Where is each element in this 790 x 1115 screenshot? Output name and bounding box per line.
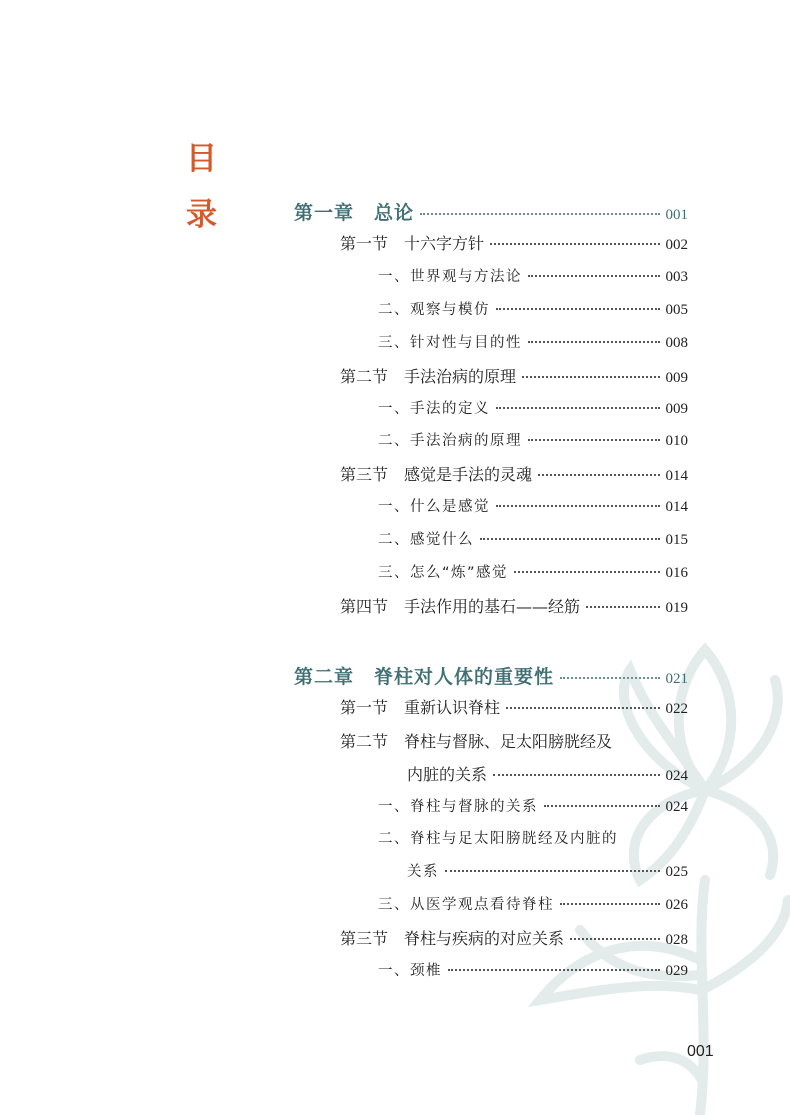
- toc-subsection[interactable]: [378, 528, 688, 549]
- dot-leader: [586, 606, 659, 608]
- toc-section[interactable]: [340, 231, 688, 254]
- toc-page-number: 019: [665, 600, 688, 616]
- toc-page-number: 028: [665, 932, 688, 948]
- toc-entry-label: 二、手法治病的原理: [378, 433, 522, 449]
- toc-page-number: 024: [665, 799, 688, 815]
- toc-section[interactable]: [340, 926, 688, 949]
- toc-page-number: 003: [665, 269, 688, 285]
- toc-subsection[interactable]: [378, 495, 688, 516]
- toc-entry-label: 关系: [407, 864, 439, 880]
- dot-leader: [496, 505, 660, 507]
- toc-page-number: 021: [665, 671, 688, 687]
- toc-section[interactable]: [340, 462, 688, 485]
- toc-subsection[interactable]: [378, 561, 688, 582]
- dot-leader: [514, 571, 659, 573]
- toc-page-number: 024: [665, 768, 688, 784]
- toc-subsection[interactable]: [378, 331, 688, 352]
- toc-entry-label: 二、感觉什么: [378, 532, 474, 548]
- toc-section[interactable]: [340, 695, 688, 718]
- toc-page-number: 008: [665, 335, 688, 351]
- toc-page-number: 001: [665, 207, 688, 223]
- dot-leader: [448, 969, 660, 971]
- toc-entry-label: 二、观察与模仿: [378, 302, 490, 318]
- toc-title-char-2: 录: [186, 197, 217, 233]
- toc-entry-label: 一、脊柱与督脉的关系: [378, 799, 538, 815]
- dot-leader: [528, 341, 660, 343]
- dot-leader: [528, 439, 660, 441]
- toc-page-number: 022: [665, 701, 688, 717]
- toc-entry-label: 第一章 总论: [294, 202, 415, 224]
- toc-entry-label: 第二章 脊柱对人体的重要性: [294, 666, 555, 688]
- dot-leader: [496, 308, 660, 310]
- dot-leader: [420, 213, 659, 215]
- toc-page-number: 026: [665, 897, 688, 913]
- toc-subsection[interactable]: [378, 827, 688, 848]
- toc-page-number: 029: [665, 963, 688, 979]
- toc-subsection[interactable]: [378, 298, 688, 319]
- dot-leader: [544, 805, 660, 807]
- toc-page-number: 015: [665, 532, 688, 548]
- dot-leader: [496, 407, 660, 409]
- toc-subsection[interactable]: [378, 959, 688, 980]
- toc-subsection[interactable]: [378, 893, 688, 914]
- dot-leader: [480, 538, 660, 540]
- toc-entry-label: 第二节 脊柱与督脉、足太阳膀胱经及: [340, 732, 613, 751]
- toc-page-number: 014: [665, 499, 688, 515]
- toc-entry-label: 三、针对性与目的性: [378, 335, 522, 351]
- dot-leader: [560, 677, 659, 679]
- toc-section[interactable]: [340, 594, 688, 617]
- toc-entry-label: 第三节 脊柱与疾病的对应关系: [340, 929, 565, 948]
- page-number: 001: [687, 1043, 714, 1060]
- toc-entry-label: 第一节 十六字方针: [340, 234, 485, 253]
- toc-section-continued[interactable]: [407, 762, 688, 785]
- toc-chapter[interactable]: [294, 662, 688, 689]
- toc-section[interactable]: [340, 364, 688, 387]
- toc-entry-label: 第四节 手法作用的基石——经筋: [340, 597, 581, 616]
- dot-leader: [506, 707, 659, 709]
- toc-page-number: 009: [665, 370, 688, 386]
- dot-leader: [490, 243, 659, 245]
- toc-entry-label: 第三节 感觉是手法的灵魂: [340, 465, 533, 484]
- toc-page-number: 014: [665, 468, 688, 484]
- toc-subsection[interactable]: [378, 429, 688, 450]
- toc-entry-label: 一、世界观与方法论: [378, 269, 522, 285]
- toc-page-number: 002: [665, 237, 688, 253]
- dot-leader: [522, 376, 659, 378]
- dot-leader: [570, 938, 659, 940]
- dot-leader: [493, 774, 659, 776]
- toc-chapter[interactable]: [294, 198, 688, 225]
- toc-page-number: 025: [665, 864, 688, 880]
- toc-subsection[interactable]: [378, 795, 688, 816]
- toc-entry-label: 一、颈椎: [378, 963, 442, 979]
- toc-entry-label: 三、怎么“炼”感觉: [378, 565, 509, 581]
- toc-page-number: 010: [665, 433, 688, 449]
- toc-page-number: 005: [665, 302, 688, 318]
- toc-page-number: 009: [665, 401, 688, 417]
- toc-entry-label: 一、什么是感觉: [378, 499, 490, 515]
- dot-leader: [560, 903, 660, 905]
- toc-title-char-1: 目: [186, 141, 217, 177]
- toc-entry-label: 三、从医学观点看待脊柱: [378, 897, 554, 913]
- toc-entry-label: 内脏的关系: [407, 765, 488, 784]
- toc-subsection[interactable]: [378, 397, 688, 418]
- toc-entry-label: 一、手法的定义: [378, 401, 490, 417]
- toc-subsection[interactable]: [378, 265, 688, 286]
- dot-leader: [445, 870, 660, 872]
- toc-entry-label: 二、脊柱与足太阳膀胱经及内脏的: [378, 831, 618, 847]
- toc-subsection-continued[interactable]: [407, 860, 688, 881]
- toc-entry-label: 第二节 手法治病的原理: [340, 367, 517, 386]
- toc-page-number: 016: [665, 565, 688, 581]
- dot-leader: [538, 474, 659, 476]
- toc-entry-label: 第一节 重新认识脊柱: [340, 698, 501, 717]
- dot-leader: [528, 275, 660, 277]
- toc-section[interactable]: [340, 729, 688, 752]
